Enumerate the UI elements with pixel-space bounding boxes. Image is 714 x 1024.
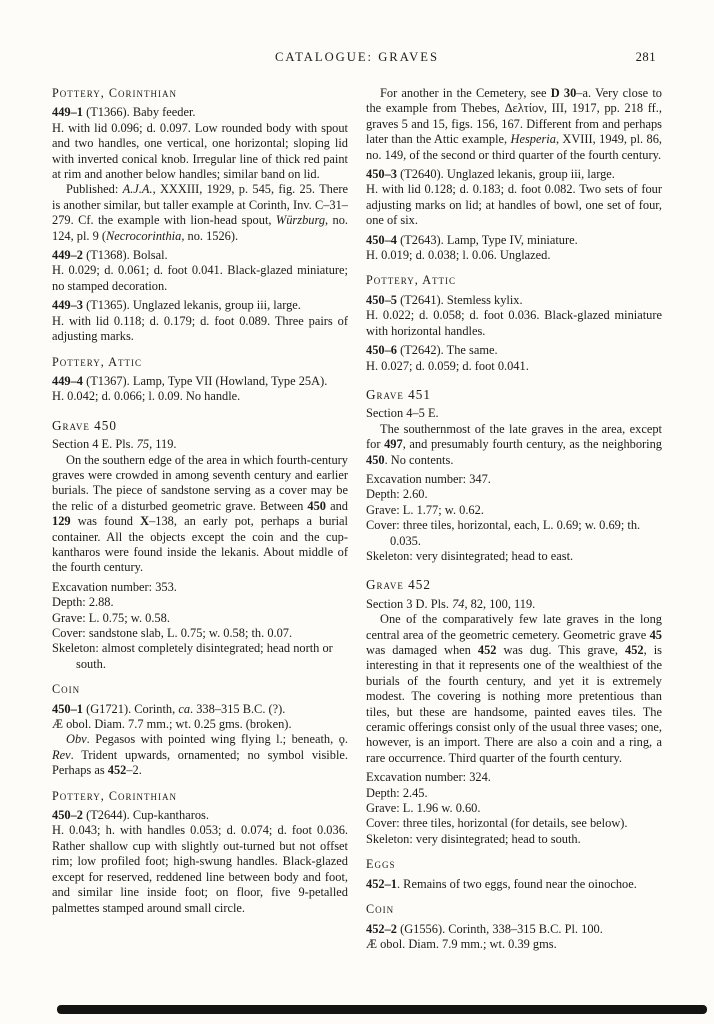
text-columns (52, 86, 662, 952)
paragraph (366, 597, 662, 612)
text-run: 449–1 (52, 105, 83, 120)
text-run: 450 (307, 498, 326, 513)
text-run: 450–1 (52, 701, 83, 716)
text-run: Section 4–5 E. (366, 406, 439, 421)
text-run: 449–3 (52, 298, 83, 313)
text-run: (T1367). Lamp, Type VII (Howland, Type 25A). (82, 373, 328, 388)
paragraph (366, 308, 662, 339)
text-run: Necrocorinthia (106, 228, 182, 243)
text-run: –2. (126, 763, 142, 778)
grave-data-line: Cover: three tiles, horizontal, each, L. 0.69; w. 0.69; th. 0.035. (366, 518, 641, 548)
grave-data-line: Cover: three tiles, horizontal (for details, see below). (366, 816, 628, 831)
text-run: 452 (107, 763, 127, 778)
paragraph (52, 389, 348, 404)
text-run: 75 (136, 437, 150, 452)
text-run: Published: (66, 182, 123, 197)
text-run: (T2644). Cup-kantharos. (82, 808, 209, 823)
text-run: 452–1 (366, 876, 397, 891)
paragraph (52, 453, 348, 576)
grave-data-line: Skeleton: almost completely disintegrated; head north or south. (52, 641, 333, 671)
paragraph (366, 422, 662, 468)
text-run: 449–4 (52, 373, 83, 388)
grave-data-line: Excavation number: 347. (366, 471, 491, 486)
text-run: 452 (477, 643, 497, 657)
grave-heading: Grave 450 (52, 417, 117, 433)
section-heading: Pottery, Corinthian (52, 86, 177, 100)
text-run: , XVIII, 1949, pl. 86, no. 149, of the second or third quarter of the fourth century. (366, 132, 662, 162)
text-run: H. 0.019; d. 0.038; l. 0.06. Unglazed. (366, 248, 551, 263)
grave-heading: Grave 451 (366, 386, 431, 402)
scan-artifact-bar (57, 1005, 707, 1014)
text-run: . Remains of two eggs, found near the oinochoe. (396, 876, 637, 891)
paragraph (366, 359, 662, 374)
text-run: 450–5 (366, 292, 397, 307)
text-run: , is interesting in that it represents one of the wealthiest of the burials of the fourth century, and yet it is extremely modest. The covering is nothing more pretentious than tiles, but these are handsome, painted eaves tiles. The ceramic offerings consist only of the usual three vases; one, however, is an import. There are also a coin and a ring, a rare occurrence. Third quarter of the fourth century. (366, 643, 662, 765)
text-run: D 30 (550, 86, 577, 100)
text-run: H. 0.022; d. 0.058; d. foot 0.036. Black-glazed miniature with horizontal handles. (366, 308, 662, 338)
grave-data-line: Depth: 2.45. (366, 785, 428, 800)
text-run: 450–6 (366, 343, 397, 358)
catalog-entry (366, 877, 662, 892)
text-run: H. with lid 0.118; d. 0.179; d. foot 0.089. Three pairs of adjusting marks. (52, 313, 348, 344)
section-heading: Eggs (366, 857, 396, 872)
paragraph (52, 437, 348, 452)
grave-data-line: Depth: 2.60. (366, 487, 428, 502)
text-run: , no. 124, pl. 9 ( (52, 213, 349, 243)
column-right (366, 86, 662, 952)
text-run: A.J.A. (122, 182, 153, 197)
text-run: 450–4 (366, 232, 397, 247)
catalog-entry (366, 343, 662, 358)
text-run: H. 0.029; d. 0.061; d. foot 0.041. Black-glazed miniature; no stamped decoration. (52, 263, 348, 293)
text-run: –138, an early pot, perhaps a burial container. All the objects except the coin and the cup-kantharos were found inside the lekanis. About middle of the fourth century. (52, 514, 348, 575)
text-run: Section 3 D. Pls. (366, 596, 453, 611)
section-heading: Pottery, Attic (52, 354, 142, 369)
catalog-entry (366, 167, 662, 182)
text-run: , 119. (149, 437, 177, 452)
text-run: 449–2 (52, 248, 83, 263)
grave-data-line: Grave: L. 1.96 w. 0.60. (366, 801, 481, 816)
page-header (52, 50, 662, 68)
paragraph (366, 248, 662, 263)
paragraph (366, 86, 662, 163)
text-run: and (326, 498, 348, 513)
text-run: , XXXIII, 1929, p. 545, fig. 25. There is another similar, but taller example at Corinth, Inv. C–31–279. Cf. the example with lion-head spout, (52, 182, 348, 228)
text-run: Æ obol. Diam. 7.7 mm.; wt. 0.25 gms. (broken). (52, 717, 292, 732)
text-run: H. 0.043; h. with handles 0.053; d. 0.074; d. foot 0.036. Rather shallow cup with slightly out-turned but not offset rim; low profiled foot; high-swung handles. Black-glazed except for reserved, reddened line between body and foot, and similar line inside foot; on floor, five 9-petalled palmettes stamped around small circle. (52, 823, 348, 915)
catalog-entry (52, 702, 348, 717)
paragraph (52, 121, 348, 183)
text-run: 497 (384, 437, 403, 452)
text-run: 450 (366, 452, 385, 467)
grave-heading: Grave 452 (366, 577, 431, 593)
text-run: Æ obol. Diam. 7.9 mm.; wt. 0.39 gms. (366, 936, 557, 951)
text-run: H. with lid 0.128; d. 0.183; d. foot 0.082. Two sets of four adjusting marks on lid; at handles of bowl, one set of four, one of six. (366, 182, 662, 228)
paragraph (366, 406, 662, 421)
grave-data-line: Grave: L. 1.77; w. 0.62. (366, 502, 484, 517)
text-run: For another in the Cemetery, see (380, 86, 551, 100)
grave-data-list (366, 472, 662, 564)
grave-data-list (52, 580, 348, 672)
catalog-entry (52, 374, 348, 389)
paragraph (52, 732, 348, 778)
section-heading: Coin (52, 682, 81, 697)
paragraph (52, 823, 348, 915)
page-number: 281 (635, 50, 656, 64)
text-run: . No contents. (384, 452, 454, 467)
text-run: The southernmost of the late graves in the area, except for (366, 421, 662, 452)
catalog-entry (366, 233, 662, 248)
paragraph (366, 182, 662, 228)
grave-data-line: Excavation number: 324. (366, 770, 491, 785)
running-head: CATALOGUE: GRAVES (275, 50, 439, 64)
text-run: H. with lid 0.096; d. 0.097. Low rounded body with spout and two handles, one vertical, one horizontal; sloping lid with inverted conical knob. Irregular line of thick red paint at rim and another below handles; similar band on lid. (52, 120, 348, 182)
paragraph (52, 717, 348, 732)
catalog-entry (52, 298, 348, 313)
section-heading: Pottery, Attic (366, 273, 456, 288)
text-run: (T1366). Baby feeder. (82, 105, 196, 120)
paragraph (52, 314, 348, 345)
column-left (52, 86, 348, 952)
text-run: Hesperia (510, 132, 556, 147)
text-run: Obv (66, 732, 87, 747)
text-run: (T1368). Bolsal. (82, 248, 168, 263)
text-run: , no. 1526). (181, 228, 239, 243)
text-run: 450–3 (366, 167, 397, 182)
text-run: 452 (625, 643, 644, 657)
text-run: was damaged when (366, 643, 478, 657)
paragraph (52, 182, 348, 244)
text-run: H. 0.027; d. 0.059; d. foot 0.041. (366, 358, 529, 373)
text-run: 74 (452, 596, 465, 611)
catalog-entry (52, 105, 348, 120)
text-run: . 338–315 B.C. (?). (190, 701, 286, 716)
text-run: (T2640). Unglazed lekanis, group iii, large. (396, 167, 615, 182)
grave-data-line: Grave: L. 0.75; w. 0.58. (52, 610, 170, 625)
text-run: Section 4 E. Pls. (52, 437, 137, 452)
paragraph (52, 263, 348, 294)
text-run: (T2641). Stemless kylix. (396, 292, 523, 307)
grave-data-line: Skeleton: very disintegrated; head to east. (366, 548, 574, 563)
text-run: H. 0.042; d. 0.066; l. 0.09. No handle. (52, 389, 241, 404)
text-run: X (140, 514, 150, 529)
text-run: 452–2 (366, 921, 397, 936)
text-run: –a. Very close to the example from Thebes, Δελτίον, III, 1917, pp. 218 ff., graves 5 and 15, figs. 156, 167. Different from and perhaps later than the Attic example, (366, 86, 662, 147)
text-run: Würzburg (275, 213, 326, 228)
text-run: . Trident upwards, ornamented; no symbol visible. Perhaps as (52, 747, 348, 778)
grave-data-list (366, 770, 662, 847)
text-run: was dug. This grave, (496, 643, 625, 657)
catalog-entry (366, 293, 662, 308)
grave-data-line: Depth: 2.88. (52, 595, 114, 610)
paragraph (366, 612, 662, 766)
text-run: 45 (649, 627, 662, 642)
text-run: 450–2 (52, 808, 83, 823)
catalog-entry (52, 808, 348, 823)
section-heading: Coin (366, 902, 395, 917)
text-run: . Pegasos with pointed wing flying l.; beneath, ϙ. (86, 732, 348, 747)
text-run: was found (70, 514, 141, 529)
text-run: (T2643). Lamp, Type IV, miniature. (396, 232, 578, 247)
section-heading: Pottery, Corinthian (52, 788, 177, 803)
grave-data-line: Skeleton: very disintegrated; head to south. (366, 831, 581, 846)
text-run: (G1556). Corinth, 338–315 B.C. Pl. 100. (396, 921, 603, 936)
paragraph (366, 937, 662, 952)
text-run: , and presumably fourth century, as the neighboring (402, 437, 663, 452)
grave-data-line: Cover: sandstone slab, L. 0.75; w. 0.58; th. 0.07. (52, 626, 293, 640)
text-run: (G1721). Corinth, (82, 701, 179, 716)
text-run: ca (178, 701, 191, 716)
catalog-entry (52, 248, 348, 263)
catalog-entry (366, 922, 662, 937)
text-run: , 82, 100, 119. (464, 596, 536, 611)
text-run: One of the comparatively few late graves in the long central area of the geometric cemetery. Geometric grave (366, 612, 662, 642)
text-run: (T2642). The same. (396, 343, 498, 358)
text-run: (T1365). Unglazed lekanis, group iii, large. (82, 298, 301, 313)
grave-data-line: Excavation number: 353. (52, 579, 177, 594)
text-run: On the southern edge of the area in which fourth-century graves were crowded in among seventh century and earlier burials. The piece of sandstone serving as a cover may be the relic of a disturbed geometric grave. Between (52, 452, 348, 513)
text-run: Rev (52, 747, 71, 762)
text-run: 129 (52, 514, 71, 529)
